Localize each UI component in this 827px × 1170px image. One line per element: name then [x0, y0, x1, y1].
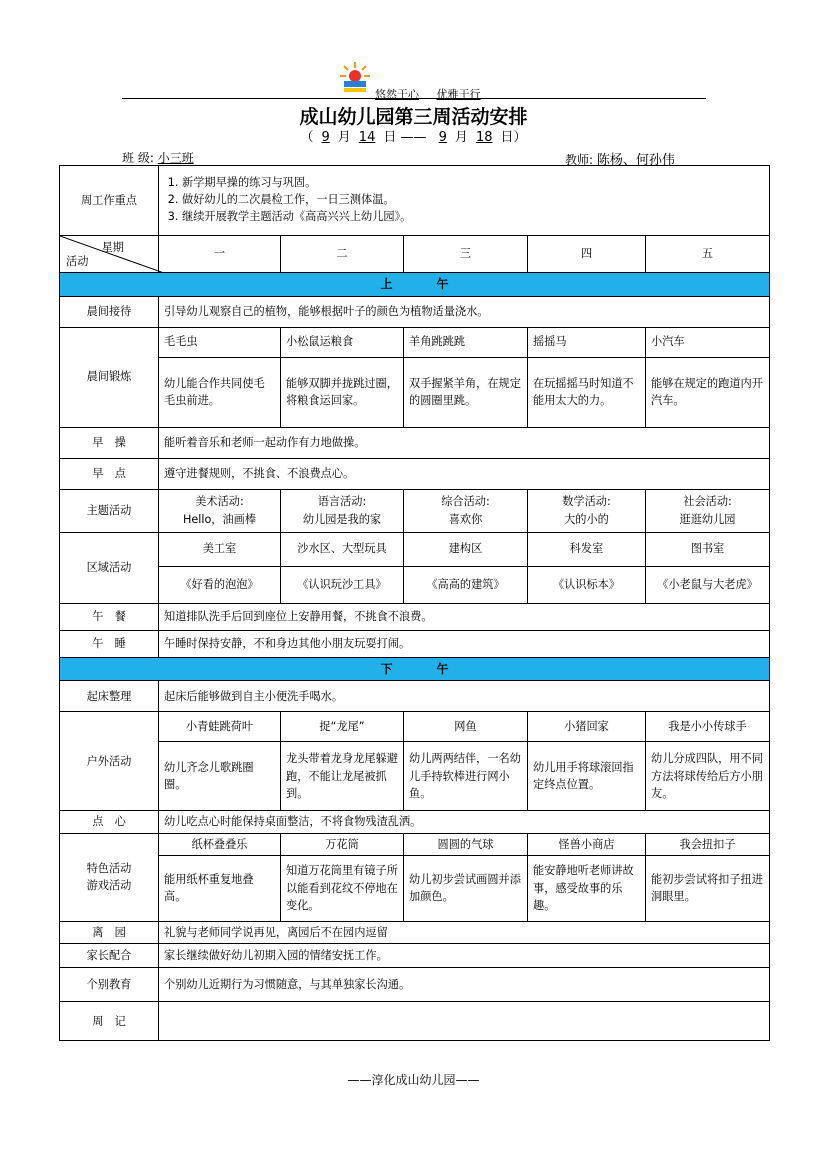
outdoor-desc-row [60, 742, 770, 811]
nap-label: 午 睡 [60, 630, 159, 657]
class-value: 小三班 [157, 151, 194, 165]
wakeup-row [60, 681, 770, 712]
month-char-2: 月 [454, 130, 468, 145]
motto-left: 悠然于心 [375, 88, 419, 101]
theme-title: Hello，油画棒 [182, 512, 257, 526]
parent-label: 家长配合 [60, 944, 159, 968]
outdoor-title: 小猪回家 [528, 712, 646, 742]
leaving-text: 礼貌与老师同学说再见，离园后不在园内逗留 [159, 921, 770, 943]
individual-row [60, 968, 770, 1002]
day-wednesday: 三 [404, 236, 528, 273]
theme-type: 语言活动: [317, 495, 367, 509]
theme-title: 逛逛幼儿园 [679, 512, 736, 526]
outdoor-desc: 幼儿齐念儿歌跳圈圈。 [159, 742, 281, 811]
special-title: 纸杯叠叠乐 [159, 833, 281, 855]
special-desc: 能初步尝试将扣子扭进洞眼里。 [646, 855, 770, 921]
special-desc: 知道万花筒里有镜子所以能看到花纹不停地在变化。 [281, 855, 404, 921]
outdoor-label: 户外活动 [60, 712, 159, 811]
area-place: 建构区 [404, 532, 528, 566]
individual-text: 个别幼儿近期行为习惯随意，与其单独家长沟通。 [159, 968, 770, 1002]
special-desc-row [60, 855, 770, 921]
special-label [60, 833, 159, 921]
morning-reception-row [60, 296, 770, 327]
date-open: （ [300, 130, 314, 145]
end-month: 9 [438, 130, 447, 145]
class-info [122, 149, 224, 166]
breakfast-text: 遵守进餐规则，不挑食、不浪费点心。 [159, 458, 770, 489]
leaving-row [60, 921, 770, 943]
morning-exercise-desc-row [60, 357, 770, 427]
morning-exercise-title: 毛毛虫 [159, 327, 281, 357]
morning-exercise-label: 晨间锻炼 [60, 327, 159, 427]
diagonal-header-cell [60, 236, 159, 273]
morning-exercise-title: 摇摇马 [528, 327, 646, 357]
lunch-label: 午 餐 [60, 603, 159, 630]
work-focus-item: 1. 新学期早操的练习与巩固。 [182, 175, 764, 192]
theme-item [646, 489, 770, 532]
outdoor-desc: 幼儿两两结伴，一名幼儿手持软棒进行网小鱼。 [404, 742, 528, 811]
morning-exercise-title-row [60, 327, 770, 357]
day-friday: 五 [646, 236, 770, 273]
breakfast-row [60, 458, 770, 489]
month-char: 月 [337, 130, 351, 145]
outdoor-title: 小青蛙跳荷叶 [159, 712, 281, 742]
special-title: 圆圆的气球 [404, 833, 528, 855]
early-exercise-label: 早 操 [60, 427, 159, 458]
morning-exercise-title: 羊角跳跳跳 [404, 327, 528, 357]
nap-text: 午睡时保持安静，不和身边其他小朋友玩耍打闹。 [159, 630, 770, 657]
teacher-label: 教师: [565, 153, 594, 167]
work-focus-item: 3. 继续开展教学主题活动《高高兴兴上幼儿园》。 [182, 209, 764, 226]
teacher-value: 陈杨、何孙伟 [596, 153, 675, 168]
special-desc: 能用纸杯重复地叠高。 [159, 855, 281, 921]
theme-item [528, 489, 646, 532]
theme-type: 社会活动: [683, 495, 732, 509]
date-range [0, 126, 827, 145]
outdoor-title: 捉“龙尾” [281, 712, 404, 742]
area-place: 沙水区、大型玩具 [281, 532, 404, 566]
snack-row [60, 811, 770, 833]
date-dash: —— [400, 130, 427, 145]
special-label-b: 游戏活动 [86, 879, 132, 893]
work-focus-row [60, 166, 770, 236]
day-monday: 一 [159, 236, 281, 273]
page-title: 成山幼儿园第三周活动安排 [299, 106, 528, 128]
morning-exercise-desc: 幼儿能合作共同使毛毛虫前进。 [159, 357, 281, 427]
day-char: 日 [383, 130, 397, 145]
snack-text: 幼儿吃点心时能保持桌面整洁，不将食物残渣乱洒。 [159, 811, 770, 833]
parent-row [60, 944, 770, 968]
area-place: 科发室 [528, 532, 646, 566]
theme-item [404, 489, 528, 532]
area-content: 《认识玩沙工具》 [281, 566, 404, 603]
week-label: 星期 [101, 241, 124, 254]
morning-reception-text: 引导幼儿观察自己的植物，能够根据叶子的颜色为植物适量浇水。 [159, 296, 770, 327]
motto-right: 优雅于行 [436, 88, 481, 101]
leaving-label: 离 园 [60, 921, 159, 943]
area-label: 区域活动 [60, 532, 159, 603]
special-title: 怪兽小商店 [528, 833, 646, 855]
weekly-note-row [60, 1002, 770, 1041]
theme-label: 主题活动 [60, 489, 159, 532]
work-focus-item: 2. 做好幼儿的二次晨检工作，一日三测体温。 [182, 192, 764, 209]
theme-item [281, 489, 404, 532]
special-label-a: 特色活动 [86, 861, 132, 875]
outdoor-desc: 幼儿分成四队，用不同方法将球传给后方小朋友。 [646, 742, 770, 811]
activity-label: 活动 [66, 254, 89, 268]
theme-type: 综合活动: [441, 495, 490, 509]
theme-row [60, 489, 770, 532]
early-exercise-text: 能听着音乐和老师一起动作有力地做操。 [159, 427, 770, 458]
end-day: 18 [475, 130, 493, 145]
early-exercise-row [60, 427, 770, 458]
theme-title: 大的小的 [564, 512, 609, 526]
morning-band [60, 273, 770, 297]
area-content: 《小老鼠与大老虎》 [646, 566, 770, 603]
special-title: 我会扭扣子 [646, 833, 770, 855]
outdoor-title: 我是小小传球手 [646, 712, 770, 742]
outdoor-title-row [60, 712, 770, 742]
start-month: 9 [321, 130, 330, 145]
motto [375, 86, 480, 102]
morning-exercise-desc: 在玩摇摇马时知道不能用太大的力。 [528, 357, 646, 427]
outdoor-desc: 龙头带着龙身龙尾躲避跑，不能让龙尾被抓到。 [281, 742, 404, 811]
morning-reception-label: 晨间接待 [60, 296, 159, 327]
snack-label: 点 心 [60, 811, 159, 833]
lunch-row [60, 603, 770, 630]
area-content: 《认识标本》 [528, 566, 646, 603]
individual-label: 个别教育 [60, 968, 159, 1002]
area-place: 图书室 [646, 532, 770, 566]
weekly-note-text [159, 1002, 770, 1041]
theme-title: 幼儿园是我的家 [302, 512, 382, 526]
afternoon-band-a: 下 [380, 661, 393, 676]
theme-item [159, 489, 281, 532]
special-title-row [60, 833, 770, 855]
work-focus-label: 周工作重点 [60, 166, 159, 236]
theme-type: 数学活动: [562, 495, 611, 509]
special-desc: 幼儿初步尝试画圆并添加颜色。 [404, 855, 528, 921]
afternoon-band-b: 午 [436, 661, 449, 676]
area-place: 美工室 [159, 532, 281, 566]
lunch-text: 知道排队洗手后回到座位上安静用餐，不挑食不浪费。 [159, 603, 770, 630]
weekday-header-row [60, 236, 770, 273]
theme-type: 美术活动: [195, 495, 244, 509]
schedule-table [59, 165, 770, 1041]
wakeup-text: 起床后能够做到自主小便洗手喝水。 [159, 681, 770, 712]
special-desc: 能安静地听老师讲故事，感受故事的乐趣。 [528, 855, 646, 921]
footer: ——淳化成山幼儿园—— [347, 1073, 480, 1087]
morning-exercise-desc: 双手握紧羊角，在规定的圆圈里跳。 [404, 357, 528, 427]
day-thursday: 四 [528, 236, 646, 273]
work-focus-list [159, 166, 770, 236]
area-content: 《好看的泡泡》 [159, 566, 281, 603]
morning-band-a: 上 [380, 277, 393, 291]
nap-row [60, 630, 770, 657]
class-label: 班 级: [122, 151, 154, 165]
special-title: 万花筒 [281, 833, 404, 855]
start-day: 14 [358, 130, 376, 145]
area-content: 《高高的建筑》 [404, 566, 528, 603]
morning-exercise-title: 小汽车 [646, 327, 770, 357]
morning-exercise-desc: 能够在规定的跑道内开汽车。 [646, 357, 770, 427]
weekly-note-label: 周 记 [60, 1002, 159, 1041]
wakeup-label: 起床整理 [60, 681, 159, 712]
date-close: 日） [500, 130, 527, 145]
area-place-row [60, 532, 770, 566]
header-rule [122, 98, 706, 99]
day-tuesday: 二 [281, 236, 404, 273]
outdoor-desc: 幼儿用手将球滚回指定终点位置。 [528, 742, 646, 811]
kindergarten-logo [338, 60, 372, 94]
morning-band-b: 午 [436, 277, 449, 291]
parent-text: 家长继续做好幼儿初期入园的情绪安抚工作。 [159, 944, 770, 968]
area-content-row [60, 566, 770, 603]
morning-exercise-title: 小松鼠运粮食 [281, 327, 404, 357]
outdoor-title: 网鱼 [404, 712, 528, 742]
afternoon-band [60, 657, 770, 681]
morning-exercise-desc: 能够双脚并拢跳过圈，将粮食运回家。 [281, 357, 404, 427]
breakfast-label: 早 点 [60, 458, 159, 489]
theme-title: 喜欢你 [448, 512, 483, 526]
